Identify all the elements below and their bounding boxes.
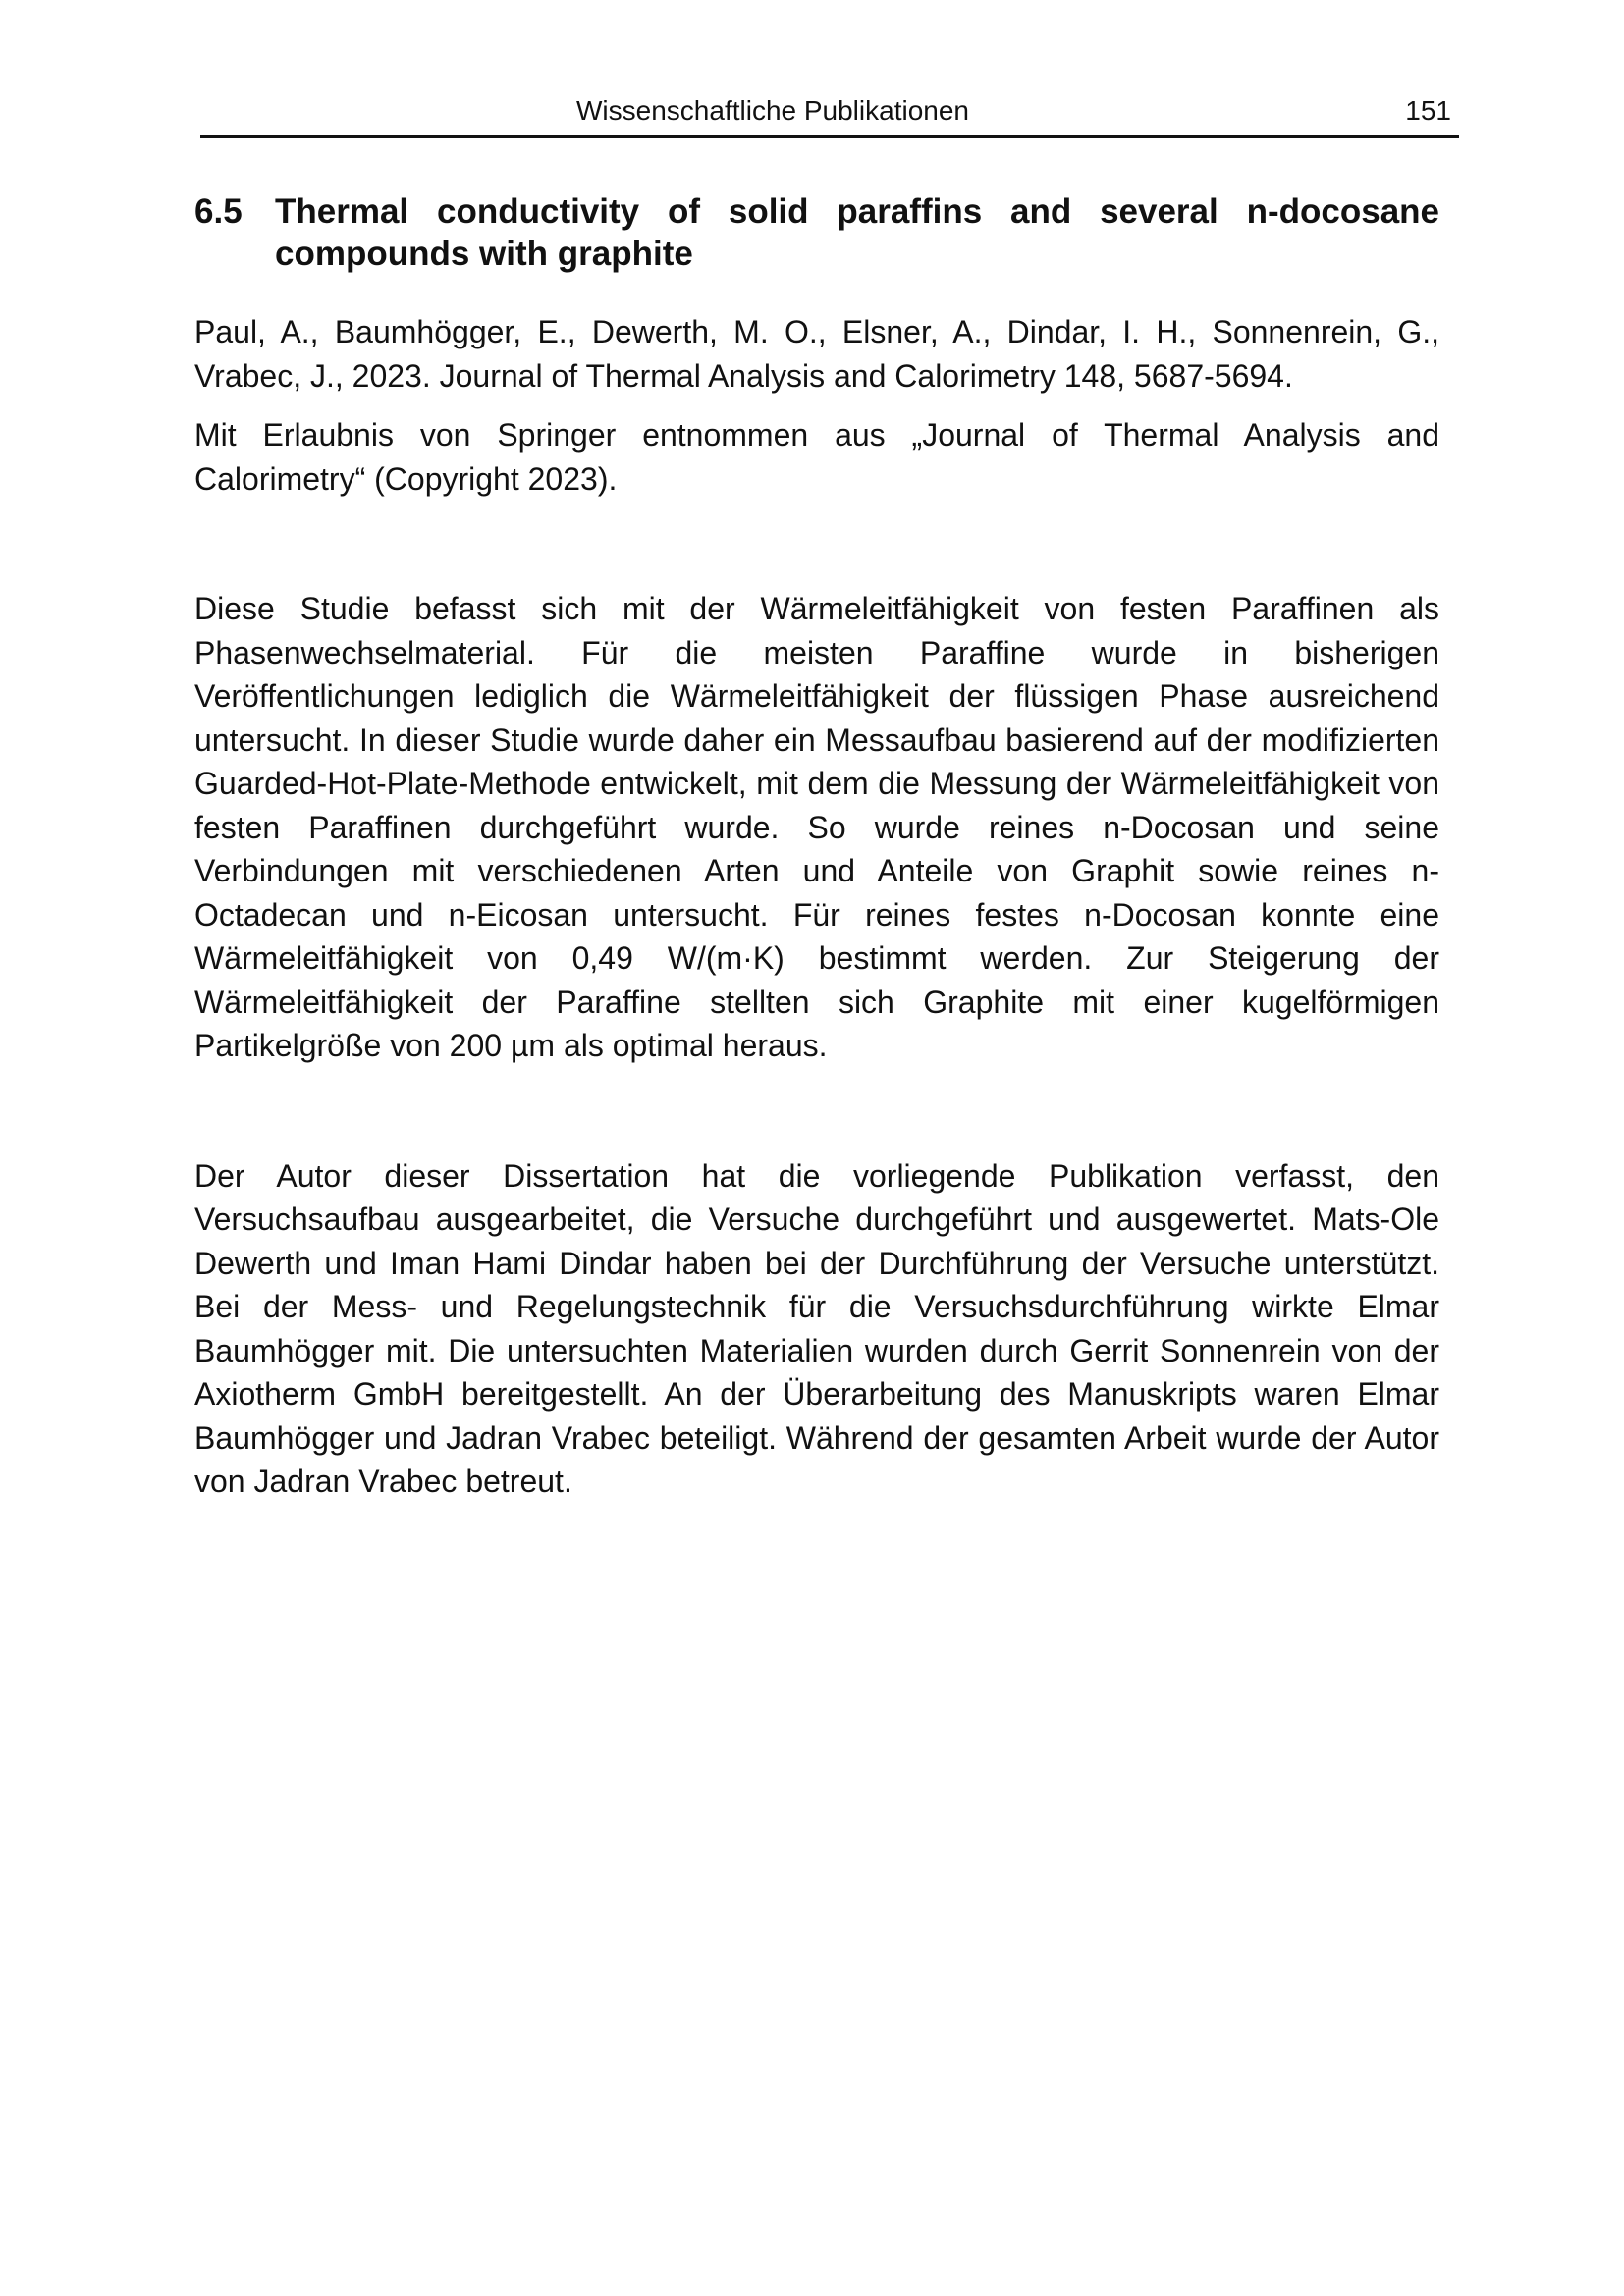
section-title: Thermal conductivity of solid paraffins and several n-docosane compounds with graphite	[275, 192, 1439, 273]
abstract-paragraph: Diese Studie befasst sich mit der Wärmeleitfähigkeit von festen Paraffinen als Phasenwechselmaterial. Für die meisten Paraffine wurde in bisherigen Veröffentlichungen lediglich die Wärmeleitfähigkeit der flüssigen Phase ausreichend untersucht. In dieser Studie wurde daher ein Messaufbau basierend auf der modifizierten Guarded-Hot-Plate-Methode entwickelt, mit dem die Messung der Wärmeleitfähigkeit von festen Paraffinen durchgeführt wurde. So wurde reines n-Docosan und seine Verbindungen mit verschiedenen Arten und Anteile von Graphit sowie reines n-Octadecan und n-Eicosan untersucht. Für reines festes n-Docosan konnte eine Wärmeleitfähigkeit von 0,49 W/(m·K) bestimmt werden. Zur Steigerung der Wärmeleitfähigkeit der Paraffine stellten sich Graphite mit einer kugelförmigen Partikelgröße von 200 µm als optimal heraus.	[194, 591, 1439, 1063]
header-title: Wissenschaftliche Publikationen	[576, 95, 969, 126]
running-header	[200, 90, 1459, 138]
section-heading	[194, 190, 1439, 275]
author-contribution-paragraph: Der Autor dieser Dissertation hat die vorliegende Publikation verfasst, den Versuchsaufbau ausgearbeitet, die Versuche durchgeführt und ausgewertet. Mats-Ole Dewerth und Iman Hami Dindar haben bei der Durchführung der Versuche unterstützt. Bei der Mess- und Regelungstechnik für die Versuchsdurchführung wirkte Elmar Baumhögger mit. Die untersuchten Materialien wurden durch Gerrit Sonnenrein von der Axiotherm GmbH bereitgestellt. An der Überarbeitung des Manuskripts waren Elmar Baumhögger und Jadran Vrabec beteiligt. Während der gesamten Arbeit wurde der Autor von Jadran Vrabec betreut.	[194, 1157, 1439, 1499]
main-content	[194, 190, 1439, 1504]
citation-paragraph: Paul, A., Baumhögger, E., Dewerth, M. O., Elsner, A., Dindar, I. H., Sonnenrein, G., Vrabec, J., 2023. Journal of Thermal Analysis and Calorimetry 148, 5687-5694.	[194, 314, 1439, 394]
permission-paragraph: Mit Erlaubnis von Springer entnommen aus „Journal of Thermal Analysis and Calorimetry“ (Copyright 2023).	[194, 417, 1439, 497]
section-number: 6.5	[194, 192, 243, 231]
page-number: 151	[1405, 95, 1451, 126]
